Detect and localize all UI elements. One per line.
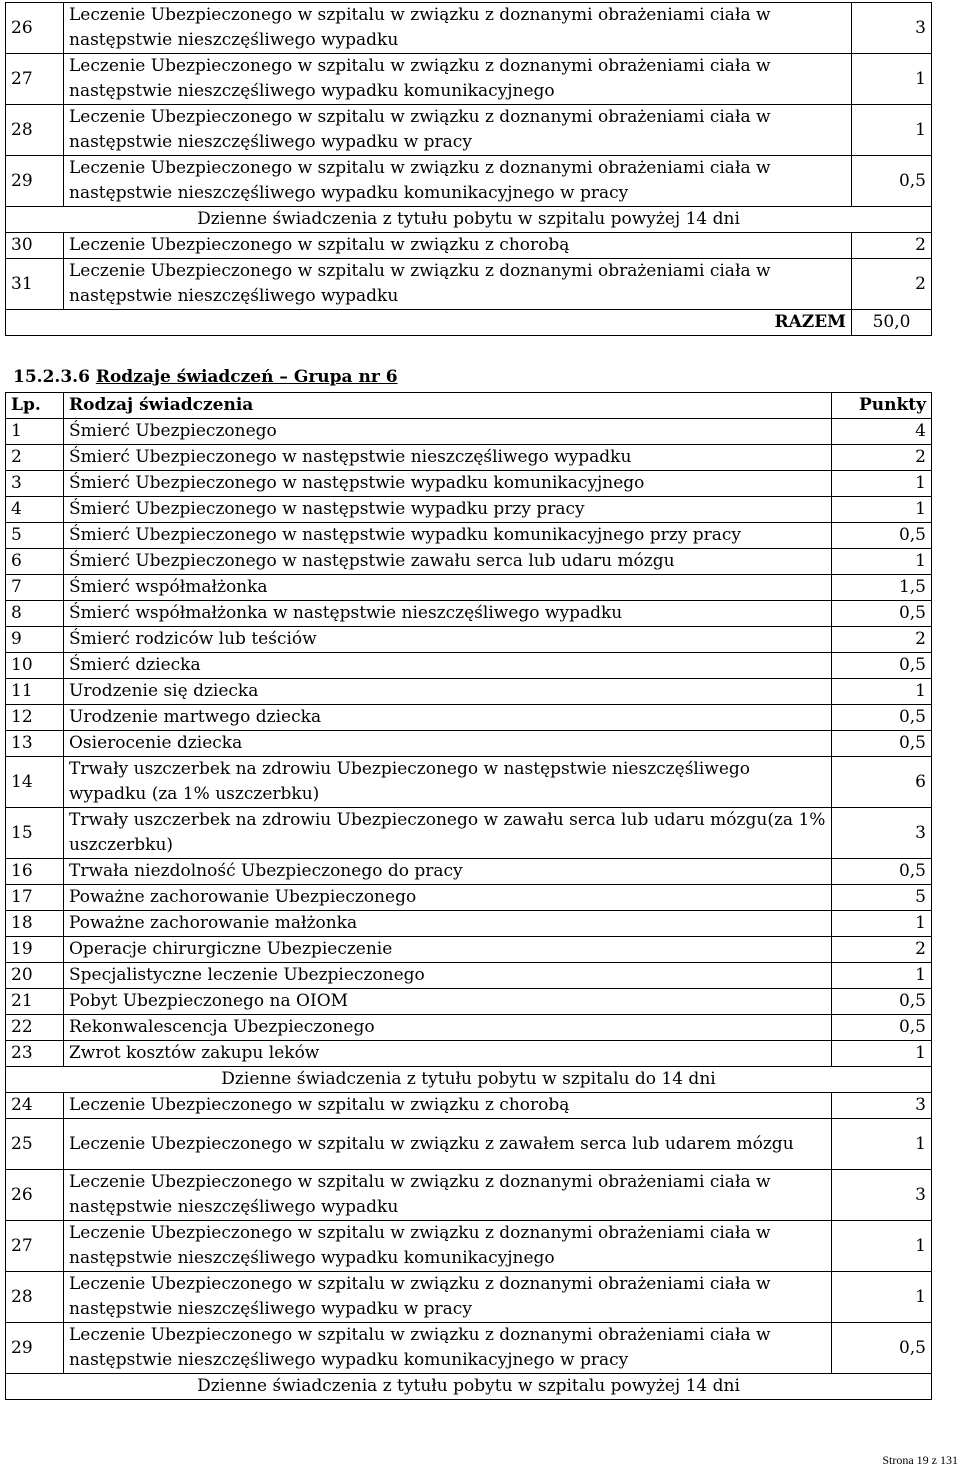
row-number: 3 <box>6 471 64 497</box>
benefits-table-group-6 <box>5 392 932 1400</box>
table-row <box>6 963 932 989</box>
benefit-points: 1 <box>832 549 932 575</box>
table-row <box>6 3 932 54</box>
benefit-name: Leczenie Ubezpieczonego w szpitalu w związku z doznanymi obrażeniami ciała w następstwie nieszczęśliwego wypadku komunikacyjnego w pracy <box>64 156 852 207</box>
row-number: 18 <box>6 911 64 937</box>
row-number: 11 <box>6 679 64 705</box>
benefit-points: 1 <box>852 54 932 105</box>
benefit-points: 1 <box>832 911 932 937</box>
benefit-name: Śmierć Ubezpieczonego w następstwie wypadku przy pracy <box>64 497 832 523</box>
benefit-name: Trwały uszczerbek na zdrowiu Ubezpieczonego w zawału serca lub udaru mózgu(za 1% uszczerbku) <box>64 808 832 859</box>
total-label: RAZEM <box>6 310 852 336</box>
benefit-points: 4 <box>832 419 932 445</box>
row-number: 17 <box>6 885 64 911</box>
benefit-name: Śmierć Ubezpieczonego w następstwie nieszczęśliwego wypadku <box>64 445 832 471</box>
benefits-table-continued-body <box>6 3 932 336</box>
benefit-points: 3 <box>832 808 932 859</box>
row-number: 5 <box>6 523 64 549</box>
table-row <box>6 989 932 1015</box>
benefit-name: Leczenie Ubezpieczonego w szpitalu w związku z doznanymi obrażeniami ciała w następstwie nieszczęśliwego wypadku w pracy <box>64 1272 832 1323</box>
benefit-points: 0,5 <box>832 859 932 885</box>
benefit-name: Osierocenie dziecka <box>64 731 832 757</box>
benefit-name: Śmierć współmałżonka w następstwie nieszczęśliwego wypadku <box>64 601 832 627</box>
benefit-points: 2 <box>852 259 932 310</box>
row-number: 29 <box>6 156 64 207</box>
benefit-name: Trwały uszczerbek na zdrowiu Ubezpieczonego w następstwie nieszczęśliwego wypadku (za 1% uszczerbku) <box>64 757 832 808</box>
benefit-points: 1,5 <box>832 575 932 601</box>
benefit-name: Leczenie Ubezpieczonego w szpitalu w związku z doznanymi obrażeniami ciała w następstwie nieszczęśliwego wypadku <box>64 3 852 54</box>
table-row <box>6 937 932 963</box>
row-number: 12 <box>6 705 64 731</box>
benefit-points: 0,5 <box>832 731 932 757</box>
table-row <box>6 549 932 575</box>
benefit-name: Poważne zachorowanie Ubezpieczonego <box>64 885 832 911</box>
table-row <box>6 1323 932 1374</box>
table-row <box>6 1015 932 1041</box>
benefit-name: Zwrot kosztów zakupu leków <box>64 1041 832 1067</box>
benefit-points: 1 <box>832 497 932 523</box>
benefit-points: 3 <box>852 3 932 54</box>
table-row <box>6 575 932 601</box>
benefit-name: Śmierć dziecka <box>64 653 832 679</box>
row-number: 14 <box>6 757 64 808</box>
table-row <box>6 1119 932 1170</box>
benefit-name: Leczenie Ubezpieczonego w szpitalu w związku z chorobą <box>64 1093 832 1119</box>
table-row <box>6 885 932 911</box>
benefit-name: Śmierć Ubezpieczonego w następstwie wypadku komunikacyjnego przy pracy <box>64 523 832 549</box>
section-number: 15.2.3.6 <box>13 367 90 387</box>
row-number: 20 <box>6 963 64 989</box>
benefit-name: Urodzenie martwego dziecka <box>64 705 832 731</box>
table-row <box>6 627 932 653</box>
table-row <box>6 705 932 731</box>
row-number: 19 <box>6 937 64 963</box>
benefit-points: 6 <box>832 757 932 808</box>
benefit-points: 2 <box>832 937 932 963</box>
benefit-points: 0,5 <box>832 705 932 731</box>
benefit-name: Specjalistyczne leczenie Ubezpieczonego <box>64 963 832 989</box>
table-row <box>6 419 932 445</box>
table-row <box>6 259 932 310</box>
row-number: 30 <box>6 233 64 259</box>
benefit-name: Śmierć Ubezpieczonego <box>64 419 832 445</box>
benefit-points: 1 <box>832 679 932 705</box>
benefit-name: Leczenie Ubezpieczonego w szpitalu w związku z doznanymi obrażeniami ciała w następstwie nieszczęśliwego wypadku w pracy <box>64 105 852 156</box>
row-number: 28 <box>6 1272 64 1323</box>
benefit-name: Leczenie Ubezpieczonego w szpitalu w związku z zawałem serca lub udarem mózgu <box>64 1119 832 1170</box>
row-number: 31 <box>6 259 64 310</box>
benefits-table-continued <box>5 2 932 336</box>
row-number: 8 <box>6 601 64 627</box>
row-number: 24 <box>6 1093 64 1119</box>
table-row <box>6 1093 932 1119</box>
row-number: 22 <box>6 1015 64 1041</box>
benefit-points: 1 <box>832 1119 932 1170</box>
benefit-name: Śmierć Ubezpieczonego w następstwie zawału serca lub udaru mózgu <box>64 549 832 575</box>
row-number: 7 <box>6 575 64 601</box>
total-value: 50,0 <box>852 310 932 336</box>
benefit-name: Trwała niezdolność Ubezpieczonego do pracy <box>64 859 832 885</box>
benefit-points: 2 <box>852 233 932 259</box>
benefit-name: Leczenie Ubezpieczonego w szpitalu w związku z doznanymi obrażeniami ciała w następstwie nieszczęśliwego wypadku komunikacyjnego <box>64 1221 832 1272</box>
table-row <box>6 233 932 259</box>
row-number: 13 <box>6 731 64 757</box>
benefit-name: Pobyt Ubezpieczonego na OIOM <box>64 989 832 1015</box>
table-row <box>6 156 932 207</box>
row-number: 28 <box>6 105 64 156</box>
benefit-name: Rekonwalescencja Ubezpieczonego <box>64 1015 832 1041</box>
benefit-points: 0,5 <box>832 653 932 679</box>
row-number: 2 <box>6 445 64 471</box>
benefit-points: 1 <box>852 105 932 156</box>
benefit-points: 1 <box>832 1272 932 1323</box>
column-header-benefit-type: Rodzaj świadczenia <box>64 393 832 419</box>
benefit-name: Leczenie Ubezpieczonego w szpitalu w związku z doznanymi obrażeniami ciała w następstwie nieszczęśliwego wypadku <box>64 259 852 310</box>
row-number: 21 <box>6 989 64 1015</box>
table-row <box>6 1041 932 1067</box>
row-number: 15 <box>6 808 64 859</box>
total-row <box>6 310 932 336</box>
table-row <box>6 1170 932 1221</box>
benefit-points: 0,5 <box>832 1323 932 1374</box>
benefit-points: 2 <box>832 445 932 471</box>
benefit-points: 3 <box>832 1170 932 1221</box>
row-number: 27 <box>6 1221 64 1272</box>
benefit-name: Śmierć rodziców lub teściów <box>64 627 832 653</box>
benefit-name: Leczenie Ubezpieczonego w szpitalu w związku z doznanymi obrażeniami ciała w następstwie nieszczęśliwego wypadku komunikacyjnego <box>64 54 852 105</box>
table-row <box>6 808 932 859</box>
benefit-points: 0,5 <box>832 523 932 549</box>
row-number: 4 <box>6 497 64 523</box>
benefit-points: 1 <box>832 471 932 497</box>
table-section-header-row <box>6 1374 932 1400</box>
benefit-points: 0,5 <box>852 156 932 207</box>
table-section-header: Dzienne świadczenia z tytułu pobytu w szpitalu powyżej 14 dni <box>6 1374 932 1400</box>
table-row <box>6 471 932 497</box>
row-number: 1 <box>6 419 64 445</box>
benefit-name: Śmierć Ubezpieczonego w następstwie wypadku komunikacyjnego <box>64 471 832 497</box>
table-section-header-row <box>6 1067 932 1093</box>
row-number: 26 <box>6 3 64 54</box>
benefit-points: 0,5 <box>832 1015 932 1041</box>
column-header-lp: Lp. <box>6 393 64 419</box>
benefit-name: Urodzenie się dziecka <box>64 679 832 705</box>
benefit-name: Operacje chirurgiczne Ubezpieczenie <box>64 937 832 963</box>
benefit-points: 2 <box>832 627 932 653</box>
row-number: 23 <box>6 1041 64 1067</box>
benefit-points: 0,5 <box>832 989 932 1015</box>
benefit-points: 0,5 <box>832 601 932 627</box>
table-row <box>6 731 932 757</box>
row-number: 29 <box>6 1323 64 1374</box>
table-section-header: Dzienne świadczenia z tytułu pobytu w szpitalu do 14 dni <box>6 1067 932 1093</box>
section-title <box>13 368 398 387</box>
table-row <box>6 523 932 549</box>
section-heading: Rodzaje świadczeń – Grupa nr 6 <box>95 367 398 387</box>
table-row <box>6 445 932 471</box>
table-row <box>6 1221 932 1272</box>
table-row <box>6 1272 932 1323</box>
row-number: 25 <box>6 1119 64 1170</box>
table-row <box>6 653 932 679</box>
benefit-name: Poważne zachorowanie małżonka <box>64 911 832 937</box>
benefit-name: Śmierć współmałżonka <box>64 575 832 601</box>
row-number: 27 <box>6 54 64 105</box>
table-section-header: Dzienne świadczenia z tytułu pobytu w szpitalu powyżej 14 dni <box>6 207 932 233</box>
row-number: 26 <box>6 1170 64 1221</box>
row-number: 16 <box>6 859 64 885</box>
row-number: 10 <box>6 653 64 679</box>
table-row <box>6 757 932 808</box>
table-row <box>6 679 932 705</box>
column-header-points: Punkty <box>832 393 932 419</box>
benefit-points: 1 <box>832 963 932 989</box>
table-row <box>6 497 932 523</box>
benefit-points: 5 <box>832 885 932 911</box>
table-row <box>6 105 932 156</box>
table-row <box>6 911 932 937</box>
table-row <box>6 54 932 105</box>
page-footer: Strona 19 z 131 <box>882 1453 958 1467</box>
table-row <box>6 601 932 627</box>
benefit-name: Leczenie Ubezpieczonego w szpitalu w związku z chorobą <box>64 233 852 259</box>
benefit-points: 1 <box>832 1221 932 1272</box>
benefits-table-group-6-body <box>6 393 932 1400</box>
row-number: 6 <box>6 549 64 575</box>
benefit-points: 1 <box>832 1041 932 1067</box>
table-section-header-row <box>6 207 932 233</box>
table-column-header-row <box>6 393 932 419</box>
benefit-points: 3 <box>832 1093 932 1119</box>
row-number: 9 <box>6 627 64 653</box>
benefit-name: Leczenie Ubezpieczonego w szpitalu w związku z doznanymi obrażeniami ciała w następstwie nieszczęśliwego wypadku komunikacyjnego w pracy <box>64 1323 832 1374</box>
benefit-name: Leczenie Ubezpieczonego w szpitalu w związku z doznanymi obrażeniami ciała w następstwie nieszczęśliwego wypadku <box>64 1170 832 1221</box>
table-row <box>6 859 932 885</box>
